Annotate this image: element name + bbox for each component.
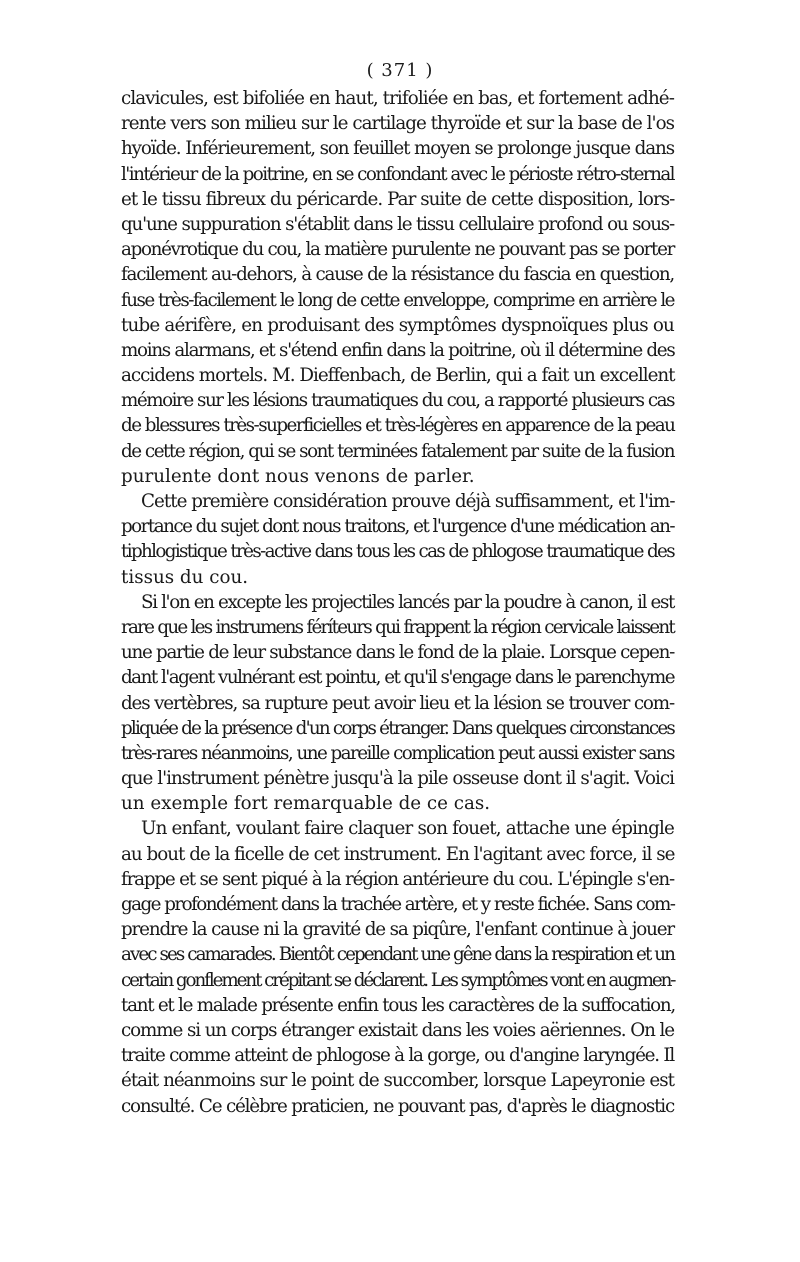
- page-number: ( 371 ): [366, 60, 434, 81]
- text-line: de cette région, qui se sont terminées fatalement par suite de la fusion: [121, 440, 674, 462]
- text-line: et le tissu fibreux du péricarde. Par suite de cette disposition, lors-: [121, 188, 675, 210]
- text-line: tube aérifère, en produisant des symptômes dyspnoïques plus ou: [121, 314, 675, 336]
- text-line: clavicules, est bifoliée en haut, trifoliée en bas, et fortement adhé-: [121, 88, 674, 109]
- text-line: consulté. Ce célèbre praticien, ne pouvant pas, d'après le diagnostic: [121, 1095, 674, 1117]
- text-line: qu'une suppuration s'établit dans le tissu cellulaire profond ou sous-: [121, 213, 674, 235]
- text-line: que l'instrument pénètre jusqu'à la pile osseuse dont il s'agit. Voici: [121, 768, 674, 790]
- text-line: Un enfant, voulant faire claquer son fouet, attache une épingle: [141, 818, 674, 840]
- text-line: dant l'agent vulnérant est pointu, et qu'il s'engage dans le parenchyme: [121, 667, 674, 689]
- text-line: tiphlogistique très-active dans tous les cas de phlogose traumatique des: [121, 541, 674, 563]
- text-line: traite comme atteint de phlogose à la gorge, ou d'angine laryngée. Il: [121, 1045, 674, 1067]
- text-line: purulente dont nous venons de parler.: [121, 465, 475, 487]
- text-line: Cette première considération prouve déjà suffisamment, et l'im-: [141, 491, 675, 512]
- text-line: très-rares néanmoins, une pareille complication peut aussi exister sans: [121, 742, 674, 764]
- text-line: accidens mortels. M. Dieffenbach, de Berlin, qui a fait un excellent: [121, 365, 675, 387]
- text-line: était néanmoins sur le point de succomber, lorsque Lapeyronie est: [121, 1070, 674, 1092]
- text-line: rare que les instrumens féríteurs qui frappent la région cervicale laissent: [121, 616, 674, 638]
- text-line: comme si un corps étranger existait dans les voies aëriennes. On le: [121, 1019, 674, 1041]
- text-line: mémoire sur les lésions traumatiques du cou, a rapporté plusieurs cas: [121, 390, 674, 412]
- text-line: l'intérieur de la poitrine, en se confondant avec le périoste rétro-sternal: [121, 163, 674, 185]
- text-line: certain gonflement crépitant se déclarent. Les symptômes vont en augmen-: [121, 969, 675, 991]
- text-line: facilement au-dehors, à cause de la résistance du fascia en question,: [121, 264, 674, 286]
- text-line: fuse très-facilement le long de cette enveloppe, comprime en arrière le: [121, 289, 674, 311]
- text-line: prendre la cause ni la gravité de sa piqûre, l'enfant continue à jouer: [121, 919, 674, 941]
- text-line: frappe et se sent piqué à la région antérieure du cou. L'épingle s'en-: [121, 868, 674, 890]
- text-line: tant et le malade présente enfin tous les caractères de la suffocation,: [121, 994, 675, 1016]
- text-line: au bout de la ficelle de cet instrument. En l'agitant avec force, il se: [121, 843, 675, 865]
- body-text: [121, 86, 674, 1119]
- text-line: rente vers son milieu sur le cartilage thyroïde et sur la base de l'os: [121, 113, 674, 135]
- text-line: de blessures très-superficielles et très-légères en apparence de la peau: [121, 415, 675, 437]
- text-line: moins alarmans, et s'étend enfin dans la poitrine, où il détermine des: [121, 339, 675, 361]
- text-line: pliquée de la présence d'un corps étranger. Dans quelques circonstances: [121, 717, 674, 739]
- text-line: avec ses camarades. Bientôt cependant une gêne dans la respiration et un: [121, 944, 674, 966]
- text-line: gage profondément dans la trachée artère, et y reste fichée. Sans com-: [121, 894, 675, 915]
- text-line: aponévrotique du cou, la matière purulente ne pouvant pas se porter: [121, 239, 674, 261]
- text-line: un exemple fort remarquable de ce cas.: [121, 793, 491, 815]
- text-line: Si l'on en excepte les projectiles lancés par la poudre à canon, il est: [141, 591, 674, 613]
- text-line: des vertèbres, sa rupture peut avoir lieu et la lésion se trouver com-: [121, 692, 674, 714]
- text-line: hyoïde. Inférieurement, son feuillet moyen se prolonge jusque dans: [121, 138, 674, 160]
- text-line: tissus du cou.: [121, 566, 249, 588]
- text-line: une partie de leur substance dans le fond de la plaie. Lorsque cepen-: [121, 642, 674, 664]
- text-line: portance du sujet dont nous traitons, et l'urgence d'une médication an-: [121, 516, 674, 538]
